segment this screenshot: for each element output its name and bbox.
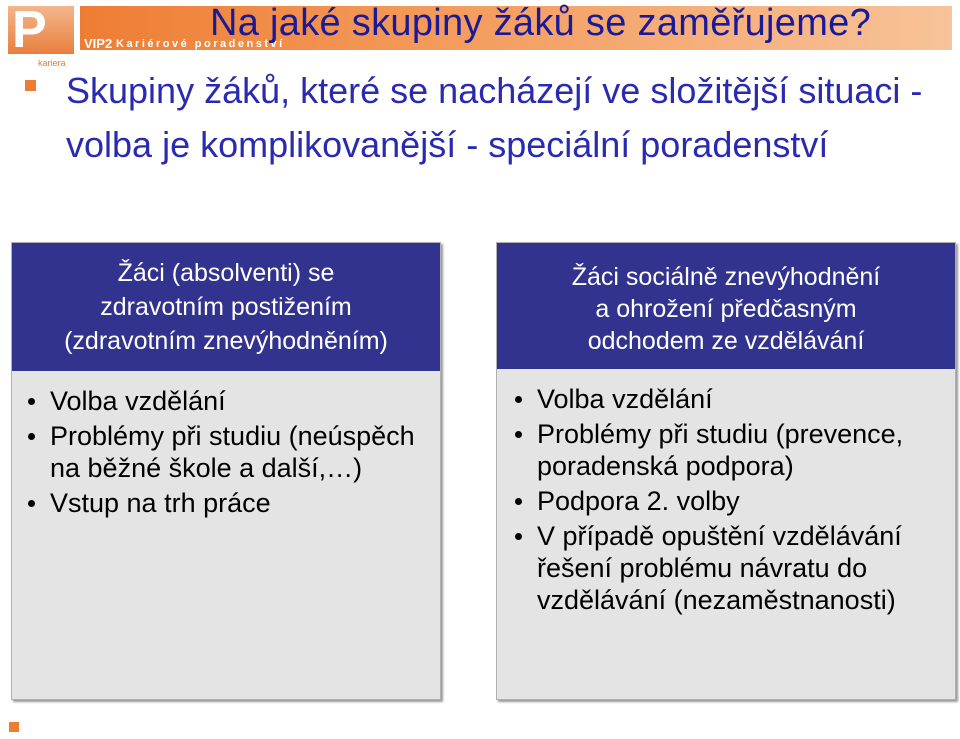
list-item: Volba vzdělání: [497, 383, 955, 415]
left-group-box: [11, 242, 441, 700]
logo: [8, 1, 80, 68]
brand-kariera: Kariérové poradenství: [116, 38, 285, 50]
left-heading-line: zdravotním postižením: [100, 293, 352, 321]
brand-vip: VIP2: [84, 36, 113, 51]
left-heading-line: Žáci (absolventi) se: [117, 259, 335, 287]
bullet-icon: [515, 431, 522, 438]
right-group-list: [497, 369, 955, 616]
right-heading-line: Žáci sociálně znevýhodnění: [571, 263, 881, 291]
left-group-list: [12, 371, 440, 519]
bullet-icon: [28, 433, 35, 440]
list-item: Volba vzdělání: [12, 385, 440, 417]
right-heading-line: a ohrožení předčasným: [595, 295, 857, 323]
slide-title: Na jaké skupiny žáků se zaměřujeme?: [210, 2, 872, 44]
intro-text: Skupiny žáků, které se nacházejí ve složitější situaci - volba je komplikovanější - speciální poradenství: [66, 70, 923, 165]
bullet-icon: [515, 533, 522, 540]
list-item: Problémy při studiu (prevence, poradenská podpora): [497, 418, 955, 482]
bullet-icon: [28, 398, 35, 405]
bullet-icon: [515, 498, 522, 505]
list-item: Problémy při studiu (neúspěch na běžné škole a další,…): [12, 420, 440, 484]
list-item: Podpora 2. volby: [497, 485, 955, 517]
logo-letter: P: [8, 6, 74, 54]
left-group-heading: [12, 243, 440, 371]
right-group-heading: [497, 243, 955, 369]
right-group-box: [496, 242, 956, 700]
list-item: V případě opuštění vzdělávání řešení problému návratu do vzdělávání (nezaměstnanosti): [497, 520, 955, 616]
intro-bullet-icon: [25, 80, 36, 91]
list-item: Vstup na trh práce: [12, 487, 440, 519]
logo-subtitle: kariera: [38, 58, 66, 68]
left-heading-line: (zdravotním znevýhodněním): [64, 327, 388, 355]
bullet-icon: [28, 500, 35, 507]
right-heading-line: odchodem ze vzdělávání: [587, 327, 865, 355]
footer-mark-icon: [9, 722, 19, 732]
bullet-icon: [515, 396, 522, 403]
